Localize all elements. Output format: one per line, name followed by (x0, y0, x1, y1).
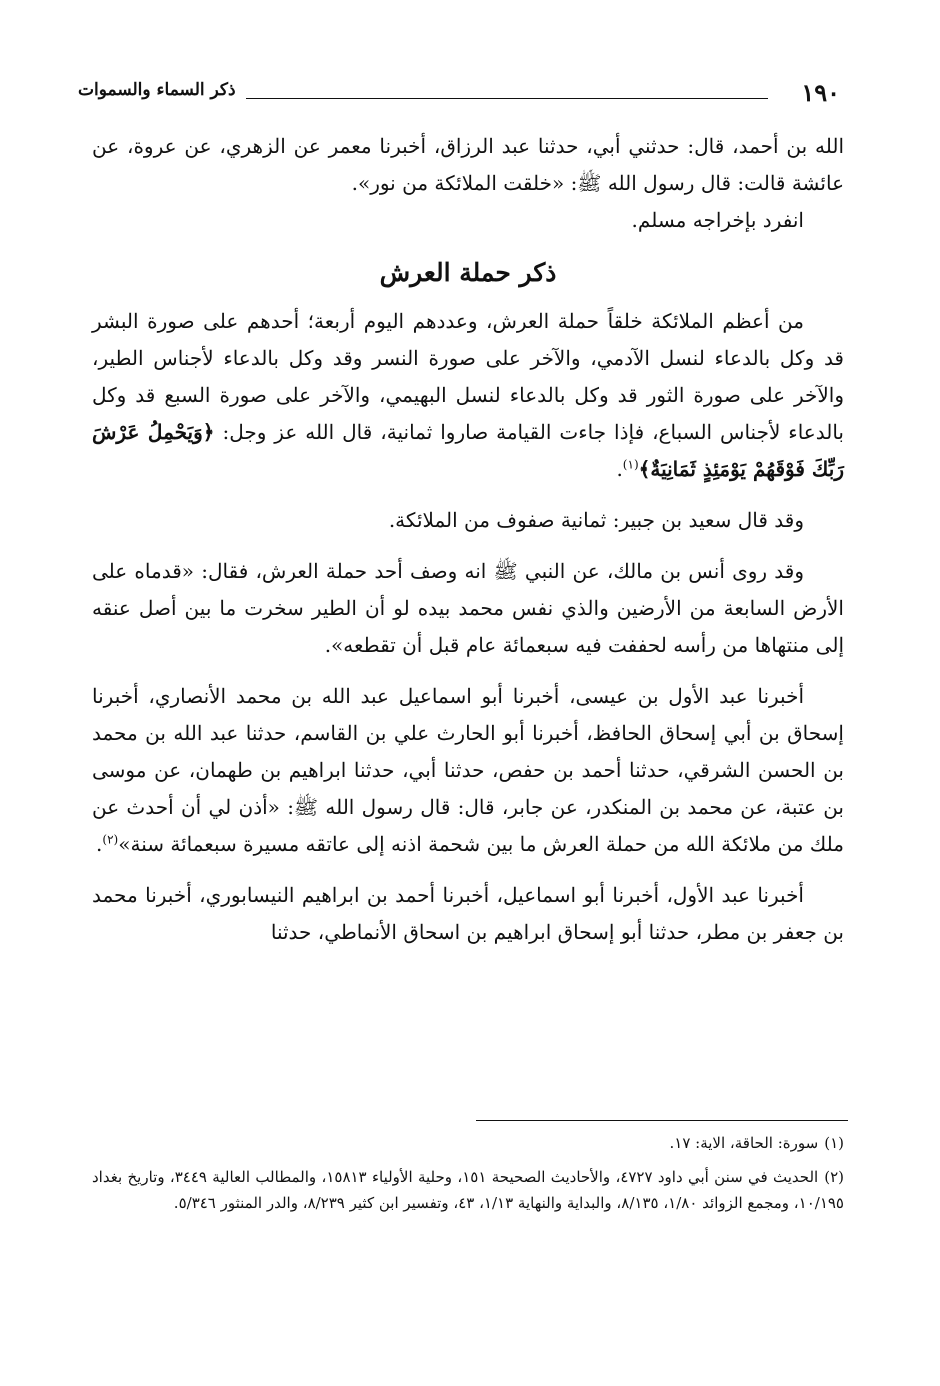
footnote-separator (476, 1120, 848, 1121)
intro-line-1: الله بن أحمد، قال: حدثني أبي، حدثنا عبد الرزاق، أخبرنا معمر عن الزهري، عن (184, 134, 845, 158)
angels-text: من أعظم الملائكة خلقاً حملة العرش، وعددهم اليوم أربعة؛ أحدهم على صورة البشر قد وكل بالدعاء لنسل الآدمي، والآخر على صورة النسر وقد وكل بالدعاء لأجناس الطير، والآخر على صورة الثور قد وكل بالدعاء لنسل البهيمي، والآخر على صورة السبع قد وكل بالدعاء لأجناس السباع، فإذا جاءت القيامة صاروا ثمانية، قال الله عز وجل: (92, 309, 844, 444)
footnote-ref-2[interactable]: (٢) (102, 832, 119, 847)
page-number: ١٩٠ (801, 78, 840, 107)
isnad-1-text: أخبرنا عبد الأول بن عيسى، أخبرنا أبو اسماعيل عبد الله بن محمد الأنصاري، أخبرنا إسحاق بن أبي إسحاق الحافظ، أخبرنا أبو الحارث علي بن القاسم، حدثنا عبد الله بن محمد بن الحسن الشرقي، حدثنا أحمد بن حفص، حدثنا أبي، حدثنا ابراهيم بن طهمان، عن موسى بن عتبة، عن محمد بن المنكدر، عن جابر، قال: قال رسول الله ﷺ: «أذن لي أن أحدث عن ملك من ملائكة الله من حملة العرش ما بين شحمة اذنه إلى عاتقه مسيرة سبعمائة سنة» (92, 684, 844, 856)
page-header (78, 78, 840, 118)
footnote-2-text: الحديث في سنن أبي داود ٤٧٢٧، والأحاديث الصحيحة ١٥١، وحلية الأولياء ١٥٨١٣، والمطالب العالية ٣٤٤٩، وتاريخ بغداد ١٠/١٩٥، ومجمع الزوائد ١/٨٠، ٨/١٣٥، والبداية والنهاية ١/١٣، ٤٣، وتفسير ابن كثير ٨/٢٣٩، والدر المنثور ٥/٣٤٦. (92, 1168, 844, 1212)
footnote-1-marker: (١) (824, 1134, 844, 1152)
paragraph-intro (92, 128, 844, 202)
paragraph-angels: من أعظم الملائكة خلقاً حملة العرش، وعددهم اليوم أربعة؛ أحدهم على صورة البشر قد وكل بالدعاء لنسل الآدمي، والآخر على صورة النسر وقد وكل بالدعاء لأجناس الطير، والآخر على صورة الثور قد وكل بالدعاء لنسل البهيمي، والآخر على صورة السبع قد وكل بالدعاء لأجناس السباع، فإذا جاءت القيامة صاروا ثمانية، قال الله عز وجل: ﴿وَيَحْمِلُ عَرْشَ رَبِّكَ فَوْقَهُمْ يَوْمَئِذٍ ثَمَانِيَةٌ﴾$^{(١)}$. (92, 309, 844, 481)
paragraph-isnad-1 (92, 678, 844, 863)
footnote-2-marker: (٢) (824, 1168, 844, 1186)
footnote-1 (92, 1130, 844, 1156)
main-text (92, 128, 844, 951)
footnotes (92, 1130, 844, 1224)
section-title: ذكر حملة العرش (379, 258, 557, 287)
running-title: ذكر السماء والسموات (78, 80, 236, 100)
paragraph-muslim: انفرد بإخراجه مسلم. (631, 208, 804, 232)
footnote-2 (92, 1164, 844, 1216)
isnad-1-end: . (96, 832, 103, 856)
footnote-1-text: سورة: الحاقة، الاية: ١٧. (669, 1134, 819, 1152)
paragraph-isnad-2: أخبرنا عبد الأول، أخبرنا أبو اسماعيل، أخبرنا أحمد بن ابراهيم النيسابوري، أخبرنا محمد بن جعفر بن مطر، حدثنا أبو إسحاق ابراهيم بن اسحاق الأنماطي، حدثنا (92, 883, 844, 944)
footnote-ref-1[interactable]: (١) (622, 457, 639, 472)
header-rule (246, 98, 768, 99)
paragraph-saeed: وقد قال سعيد بن جبير: ثمانية صفوف من الملائكة. (388, 508, 804, 532)
paragraph-anas: وقد روى أنس بن مالك، عن النبي ﷺ انه وصف أحد حملة العرش، فقال: «قدماه على الأرض السابعة من الأرضين والذي نفس محمد بيده لو أن الطير سخرت ما بين أصل عنقه إلى منتهاها من رأسه لحففت فيه سبعمائة عام قبل أن تقطعه». (92, 559, 844, 657)
quran-verse: ﴿وَيَحْمِلُ عَرْشَ رَبِّكَ فَوْقَهُمْ يَوْمَئِذٍ ثَمَانِيَةٌ﴾ (92, 420, 844, 481)
intro-line-2: عروة، عن عائشة قالت: قال رسول الله ﷺ: «خلقت الملائكة من نور». (92, 134, 844, 195)
